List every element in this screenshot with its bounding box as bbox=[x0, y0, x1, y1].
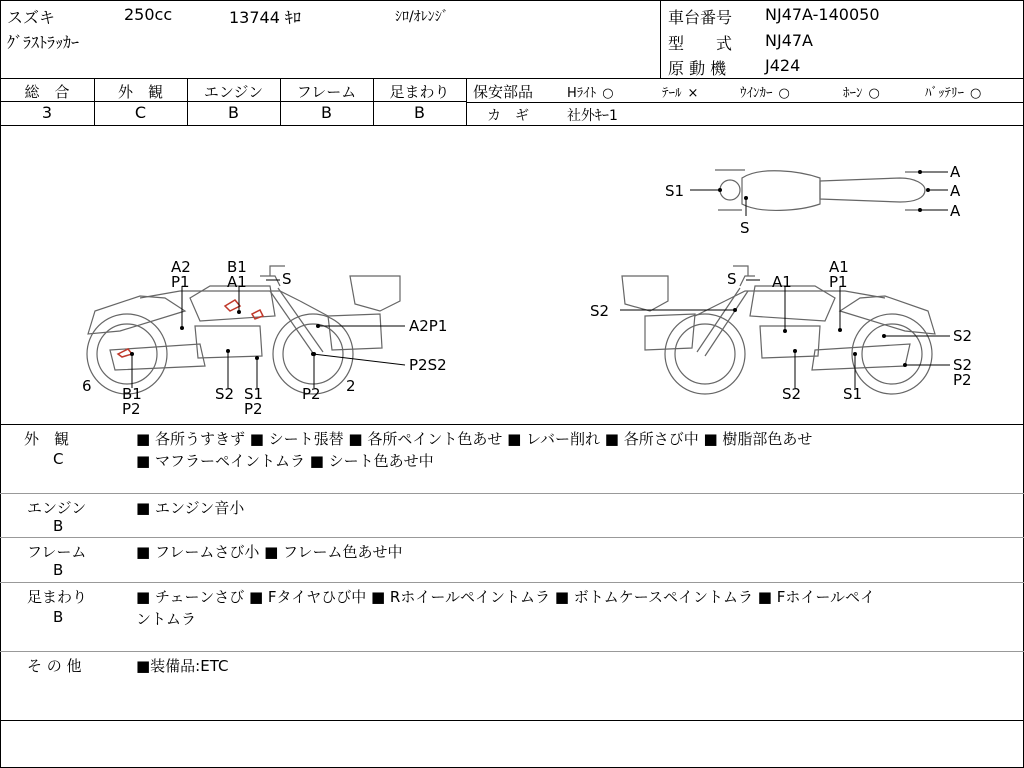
type-label: 型 式 bbox=[668, 34, 733, 53]
diagram-label: S2 bbox=[782, 385, 802, 403]
model-name: ｸﾞﾗｽﾄﾗｯｶｰ bbox=[7, 33, 80, 52]
note-grade-frame: B bbox=[53, 561, 64, 579]
diagram-label: P2 bbox=[244, 400, 263, 418]
diagram-bottom-line bbox=[0, 424, 1024, 425]
motorcycle-diagram bbox=[0, 126, 1024, 424]
note-grade-engine: B bbox=[53, 517, 64, 535]
frame-no-label: 車台番号 bbox=[668, 8, 733, 27]
note-text-exterior: ■ 各所うすきず ■ シート張替 ■ 各所ペイント色あせ ■ レバー削れ ■ 各所さび中 ■ 樹脂部色あせ bbox=[136, 430, 813, 448]
safety-item-headlight: Hﾗｲﾄ ○ bbox=[567, 86, 614, 101]
diagram-label: S2 bbox=[215, 385, 235, 403]
safety-mid-line bbox=[466, 102, 1024, 103]
note-divider bbox=[0, 493, 1024, 494]
diagram-label: S2 bbox=[953, 356, 973, 374]
key-value: 社外ｷｰ1 bbox=[567, 108, 618, 124]
diagram-label: B1 bbox=[227, 258, 247, 276]
diagram-label: S1 bbox=[244, 385, 264, 403]
rating-label-frame: フレーム bbox=[296, 83, 357, 101]
note-text-frame: ■ フレームさび小 ■ フレーム色あせ中 bbox=[136, 543, 403, 561]
note-text-engine: ■ エンジン音小 bbox=[136, 499, 245, 517]
rating-label-total: 総 合 bbox=[24, 83, 70, 101]
engine-value: J424 bbox=[765, 56, 801, 75]
diagram-label: A bbox=[950, 202, 961, 220]
diagram-label: 6 bbox=[82, 377, 92, 395]
headlight-mark: ○ bbox=[602, 86, 614, 101]
horn-mark: ○ bbox=[868, 86, 880, 101]
rating-value-exterior: C bbox=[134, 103, 147, 122]
diagram-label: S bbox=[740, 219, 750, 237]
rating-value-suspension: B bbox=[414, 103, 425, 122]
rating-label-engine: エンジン bbox=[203, 83, 264, 101]
battery-mark: ○ bbox=[970, 86, 982, 101]
safety-item-winker: ｳｲﾝｶｰ ○ bbox=[740, 86, 790, 101]
diagram-label: P2 bbox=[122, 400, 141, 418]
diagram-label: A1 bbox=[772, 273, 792, 291]
winker-mark: ○ bbox=[778, 86, 790, 101]
diagram-label: S2 bbox=[953, 327, 973, 345]
note-label-other: そ の 他 bbox=[27, 657, 82, 675]
note-divider bbox=[0, 582, 1024, 583]
diagram-label: P2 bbox=[953, 371, 972, 389]
diagram-label: P1 bbox=[829, 273, 848, 291]
safety-item-horn: ﾎｰﾝ ○ bbox=[843, 86, 880, 101]
diagram-label: A bbox=[950, 163, 961, 181]
diagram-label: S1 bbox=[665, 182, 685, 200]
safety-item-tail: ﾃｰﾙ × bbox=[662, 86, 699, 101]
note-divider bbox=[0, 537, 1024, 538]
rating-label-exterior: 外 観 bbox=[117, 83, 163, 101]
diagram-label: P2 bbox=[302, 385, 321, 403]
displacement: 250cc bbox=[124, 5, 173, 24]
header-bottom-line bbox=[0, 78, 1024, 79]
safety-label: 保安部品 bbox=[473, 83, 534, 101]
diagram-label: S bbox=[282, 270, 292, 288]
diagram-label: S1 bbox=[843, 385, 863, 403]
note-text-exterior-2: ■ マフラーペイントムラ ■ シート色あせ中 bbox=[136, 452, 434, 470]
notes-bottom-line bbox=[0, 720, 1024, 721]
tail-mark: × bbox=[687, 86, 699, 101]
engine-label: 原 動 機 bbox=[668, 59, 727, 78]
diagram-label: A bbox=[950, 182, 961, 200]
frame-no: NJ47A-140050 bbox=[765, 5, 880, 24]
header-divider bbox=[660, 0, 661, 78]
key-label: カ ギ bbox=[487, 108, 529, 124]
diagram-label: S bbox=[727, 270, 737, 288]
note-text-suspension: ■ チェーンさび ■ Fタイヤひび中 ■ Rホイールペイントムラ ■ ボトムケースペイントムラ ■ Fホイールペイ bbox=[136, 588, 876, 606]
rating-value-total: 3 bbox=[41, 103, 53, 122]
rating-value-frame: B bbox=[321, 103, 332, 122]
note-text-other: ■装備品:ETC bbox=[136, 657, 229, 675]
rating-label-suspension: 足まわり bbox=[389, 83, 450, 101]
diagram-label: P1 bbox=[171, 273, 190, 291]
maker: スズキ bbox=[7, 8, 56, 27]
note-grade-exterior: C bbox=[53, 450, 64, 468]
rating-value-engine: B bbox=[228, 103, 239, 122]
note-grade-suspension: B bbox=[53, 608, 64, 626]
diagram-label: P2S2 bbox=[409, 356, 447, 374]
diagram-label: A2P1 bbox=[409, 317, 448, 335]
body-color: ｼﾛ/ｵﾚﾝｼﾞ bbox=[395, 9, 449, 25]
diagram-label: S2 bbox=[590, 302, 610, 320]
mileage: 13744 ｷﾛ bbox=[229, 8, 301, 27]
safety-item-battery: ﾊﾞｯﾃﾘｰ ○ bbox=[925, 86, 982, 101]
diagram-label: A1 bbox=[227, 273, 247, 291]
note-label-exterior: 外 観 bbox=[24, 430, 70, 448]
diagram-label: A2 bbox=[171, 258, 191, 276]
note-label-suspension: 足まわり bbox=[27, 588, 88, 606]
note-text-suspension-2: ントムラ bbox=[136, 610, 197, 628]
note-divider bbox=[0, 651, 1024, 652]
diagram-label: A1 bbox=[829, 258, 849, 276]
note-label-frame: フレーム bbox=[27, 543, 87, 561]
diagram-label: 2 bbox=[346, 377, 356, 395]
note-label-engine: エンジン bbox=[27, 499, 87, 517]
diagram-label: B1 bbox=[122, 385, 142, 403]
type-value: NJ47A bbox=[765, 31, 813, 50]
